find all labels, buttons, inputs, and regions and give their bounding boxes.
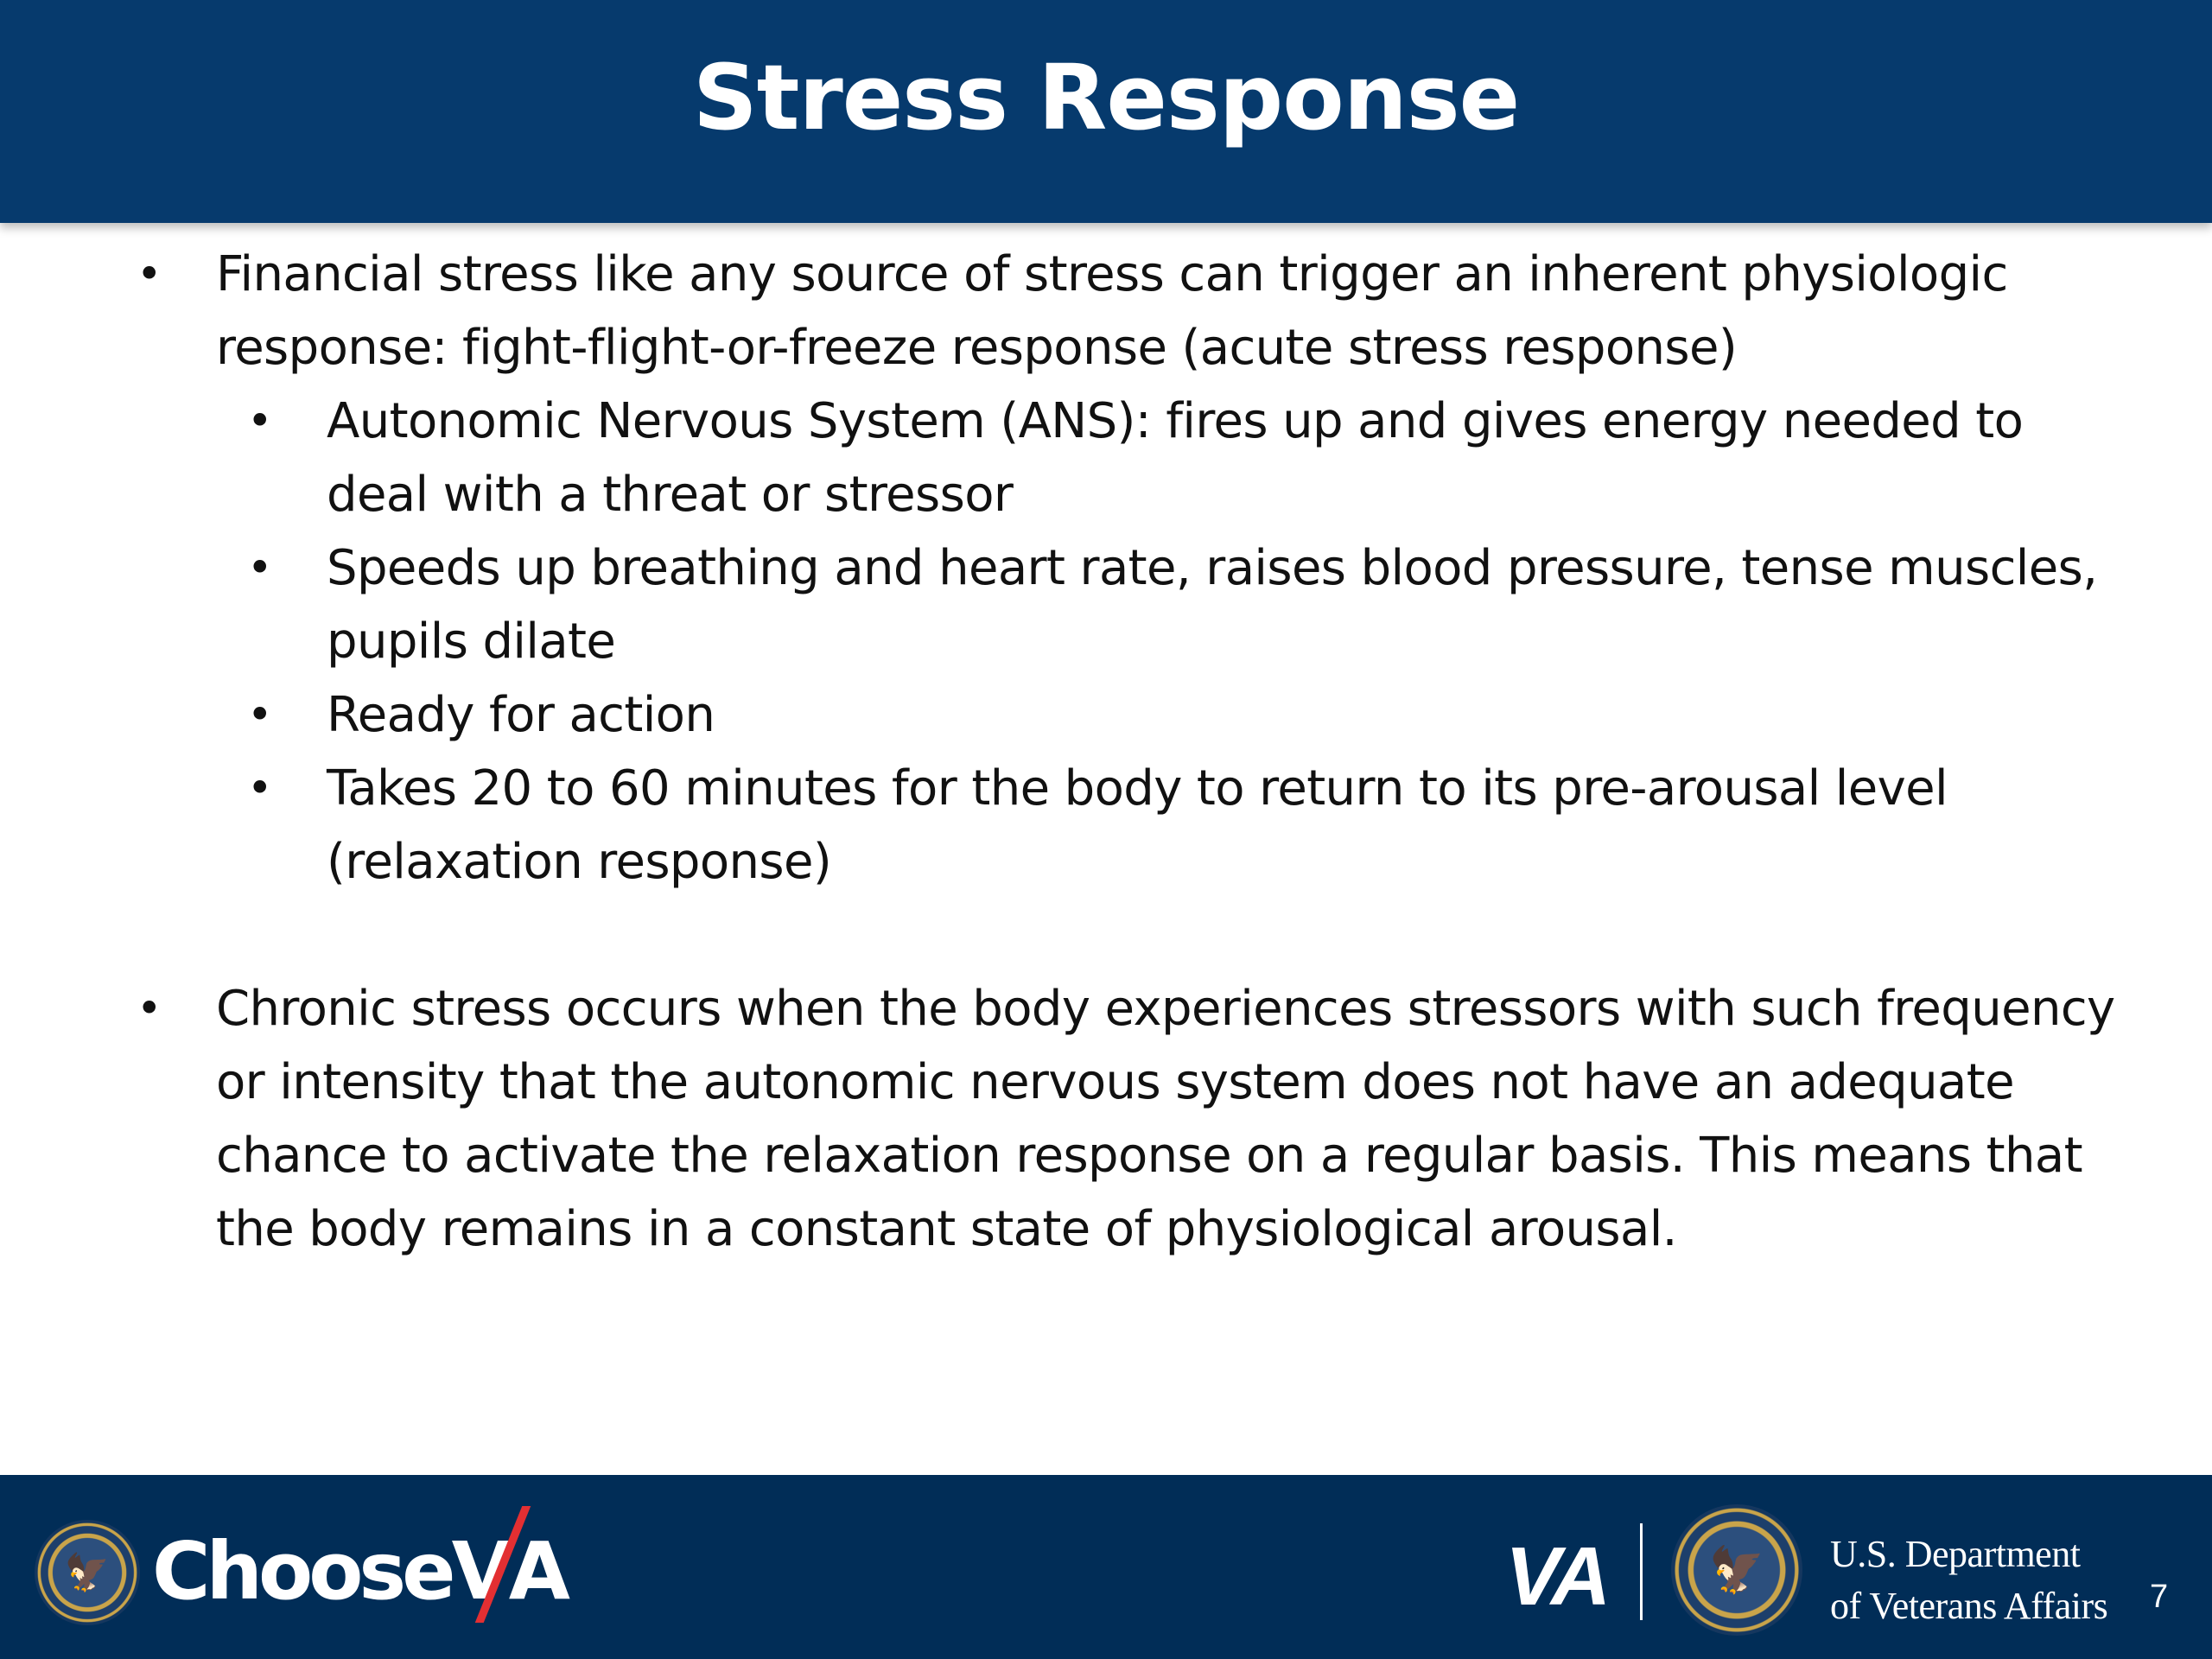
slide-title: Stress Response	[692, 45, 1520, 150]
dept-line-1: U.S. Department	[1830, 1533, 2081, 1575]
logo-divider	[1640, 1523, 1643, 1620]
sub-bullet-item	[247, 385, 2124, 531]
bullet-text: Speeds up breathing and heart rate, raises blood pressure, tense muscles, pupils dilate	[327, 540, 2098, 670]
choose-logo-v: V	[452, 1532, 509, 1611]
sub-bullet-item	[247, 752, 2124, 899]
bullet-dot: •	[137, 983, 162, 1033]
bullet-dot: •	[247, 763, 272, 813]
va-seal-icon	[35, 1520, 140, 1625]
bullet-text: Autonomic Nervous System (ANS): fires up and gives energy needed to deal with a threat or stressor	[327, 393, 2024, 523]
bullet-item	[137, 972, 2117, 1266]
bullet-dot: •	[247, 543, 272, 593]
va-seal-icon	[1671, 1504, 1802, 1636]
bullet-dot: •	[247, 690, 272, 740]
bullet-text: Ready for action	[327, 687, 715, 743]
bullet-spacer	[0, 899, 2212, 972]
slide-footer	[0, 1475, 2212, 1659]
sub-bullet-item	[247, 678, 2124, 752]
choose-logo-a: A	[508, 1525, 566, 1618]
choose-va-logo	[152, 1525, 566, 1618]
eagle-icon: 🦅	[1708, 1544, 1765, 1597]
bullet-dot: •	[137, 249, 162, 299]
department-name	[1830, 1529, 2107, 1632]
slide-header	[0, 0, 2212, 223]
choose-logo-prefix: Choose	[152, 1525, 452, 1618]
eagle-icon: 🦅	[64, 1551, 111, 1593]
bullet-item	[137, 238, 2117, 385]
sub-bullet-item	[247, 531, 2124, 678]
page-number: 7	[2150, 1579, 2169, 1615]
bullet-text: Financial stress like any source of stress can trigger an inherent physiologic response: fight-flight-or-freeze response (acute stress response)	[216, 246, 2008, 376]
va-logo: VA	[1505, 1530, 1608, 1623]
bullet-dot: •	[247, 396, 272, 446]
dept-line-2: of Veterans Affairs	[1830, 1585, 2108, 1627]
slide-content	[0, 238, 2212, 1266]
bullet-text: Takes 20 to 60 minutes for the body to return to its pre-arousal level (relaxation response)	[327, 760, 1948, 890]
bullet-text: Chronic stress occurs when the body experiences stressors with such frequency or intensity that the autonomic nervous system does not have an adequate chance to activate the relaxation response on a regular basis. This means that the body remains in a constant state of physiological arousal.	[216, 981, 2115, 1257]
